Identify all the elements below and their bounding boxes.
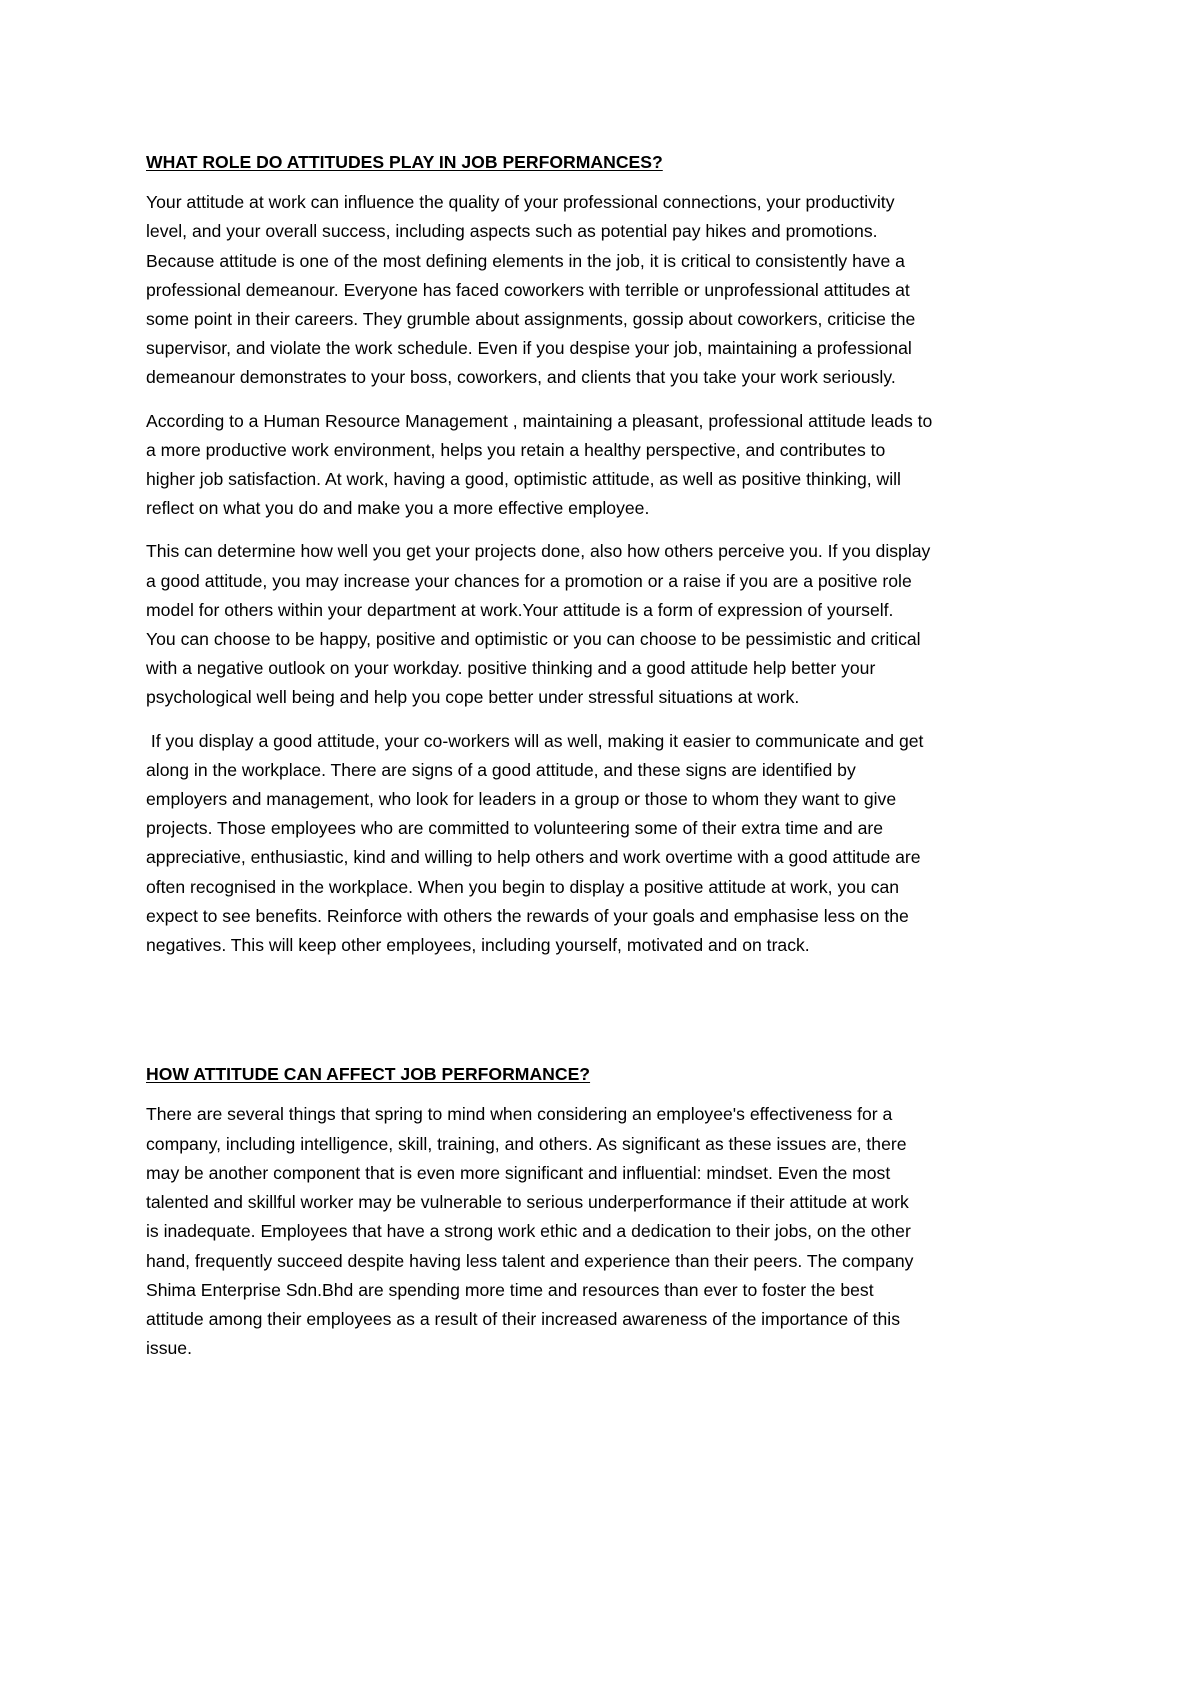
text-line: Shima Enterprise Sdn.Bhd are spending more time and resources than ever to foster the best	[146, 1279, 874, 1300]
text-line: higher job satisfaction. At work, having a good, optimistic attitude, as well as positive thinking, will	[146, 469, 901, 490]
text-line: You can choose to be happy, positive and optimistic or you can choose to be pessimistic and critical	[146, 629, 921, 650]
text-line: is inadequate. Employees that have a strong work ethic and a dedication to their jobs, on the other	[146, 1221, 911, 1242]
text-line: employers and management, who look for leaders in a group or those to whom they want to give	[146, 789, 897, 810]
text-line: This can determine how well you get your projects done, also how others perceive you. If you display	[146, 541, 931, 562]
text-line: psychological well being and help you cope better under stressful situations at work.	[146, 687, 800, 708]
section-heading: HOW ATTITUDE CAN AFFECT JOB PERFORMANCE?	[146, 1064, 591, 1085]
text-line: negatives. This will keep other employees, including yourself, motivated and on track.	[146, 935, 810, 956]
text-line: Because attitude is one of the most defining elements in the job, it is critical to consistently have a	[146, 250, 905, 271]
text-line: a good attitude, you may increase your chances for a promotion or a raise if you are a positive role	[146, 570, 912, 591]
section-attitude-affects-performance	[146, 1060, 1076, 1363]
paragraph	[146, 537, 1076, 712]
text-line: hand, frequently succeed despite having less talent and experience than their peers. The company	[146, 1250, 914, 1271]
document-body	[146, 148, 1076, 1363]
text-line: level, and your overall success, including aspects such as potential pay hikes and promotions.	[146, 221, 878, 242]
text-line: supervisor, and violate the work schedule. Even if you despise your job, maintaining a professional	[146, 338, 912, 359]
text-line: If you display a good attitude, your co-workers will as well, making it easier to communicate and get	[146, 730, 924, 751]
section-heading: WHAT ROLE DO ATTITUDES PLAY IN JOB PERFORMANCES?	[146, 152, 663, 172]
text-line: expect to see benefits. Reinforce with others the rewards of your goals and emphasise less on the	[146, 905, 909, 926]
text-line: with a negative outlook on your workday. positive thinking and a good attitude help better your	[146, 658, 876, 679]
text-line: a more productive work environment, helps you retain a healthy perspective, and contributes to	[146, 439, 886, 460]
text-line: may be another component that is even more significant and influential: mindset. Even the most	[146, 1162, 891, 1183]
text-line: often recognised in the workplace. When you begin to display a positive attitude at work, you can	[146, 876, 900, 897]
text-line: talented and skillful worker may be vulnerable to serious underperformance if their attitude at work	[146, 1192, 909, 1213]
paragraph	[146, 727, 1076, 961]
text-line: reflect on what you do and make you a more effective employee.	[146, 498, 650, 519]
text-line: appreciative, enthusiastic, kind and willing to help others and work overtime with a good attitude are	[146, 847, 921, 868]
text-line: along in the workplace. There are signs of a good attitude, and these signs are identified by	[146, 759, 856, 780]
text-line: model for others within your department at work.Your attitude is a form of expression of yourself.	[146, 599, 894, 620]
text-line: According to a Human Resource Management , maintaining a pleasant, professional attitude leads to	[146, 410, 933, 431]
text-line: attitude among their employees as a result of their increased awareness of the importance of this	[146, 1308, 901, 1329]
text-line: Your attitude at work can influence the quality of your professional connections, your productivity	[146, 192, 895, 213]
text-line: professional demeanour. Everyone has faced coworkers with terrible or unprofessional attitudes at	[146, 279, 910, 300]
paragraph	[146, 1100, 1076, 1363]
text-line: issue.	[146, 1338, 192, 1359]
section-attitudes-role	[146, 148, 1076, 960]
text-line: demeanour demonstrates to your boss, coworkers, and clients that you take your work seriously.	[146, 367, 896, 388]
paragraph	[146, 407, 1076, 524]
text-line: projects. Those employees who are committed to volunteering some of their extra time and are	[146, 818, 884, 839]
text-line: There are several things that spring to mind when considering an employee's effectiveness for a	[146, 1104, 893, 1125]
text-line: company, including intelligence, skill, training, and others. As significant as these issues are, there	[146, 1133, 907, 1154]
text-line: some point in their careers. They grumble about assignments, gossip about coworkers, criticise the	[146, 309, 916, 330]
paragraph	[146, 188, 1076, 392]
